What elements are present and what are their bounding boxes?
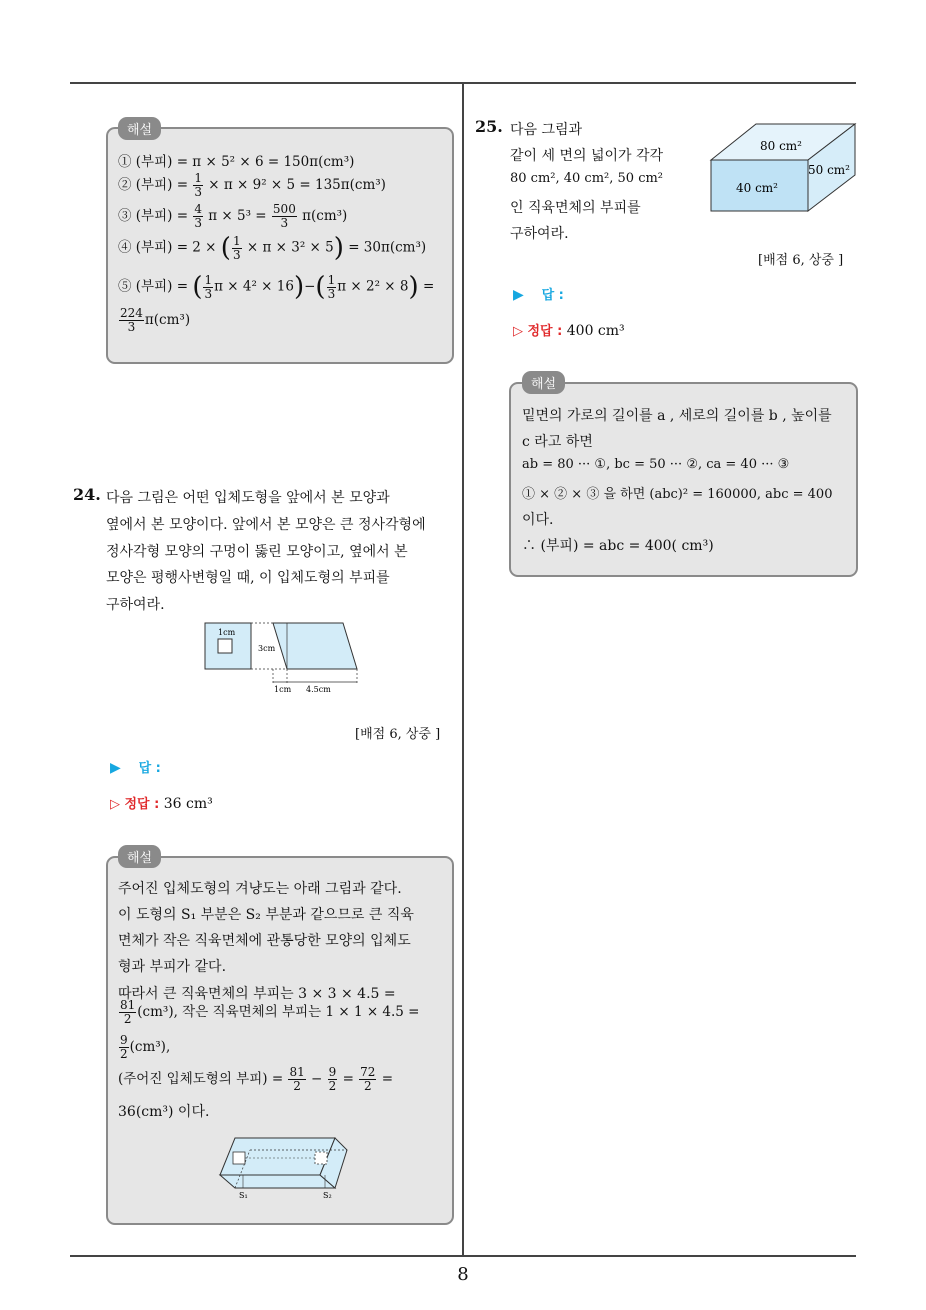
q24-text-line-3: 정사각형 모양의 구멍이 뚫린 모양이고, 옆에서 본 [106,544,408,560]
sol25-line-6: ∴ (부피) = abc = 400( cm³) [522,538,714,554]
sol25-line-2: c 라고 하면 [522,434,593,450]
q24-figure [200,618,370,696]
sol23-line-4: ④ (부피) = 2 × ( $\frac{1}{3}$ × π × 3² × 5) = 30π(cm³) [118,233,427,263]
sol24-line-4: 형과 부피가 같다. [118,959,227,975]
sol23-line-2: ② (부피) = $\frac{1}{3}$ × π × 9² × 5 = 135π(cm³) [118,171,386,199]
front-view-hole [218,639,232,653]
solution-tag: 해설 [522,371,565,394]
sol24-line-5: 따라서 큰 직육면체의 부피는 3 × 3 × 4.5 = [118,986,396,1002]
page-number: 8 [457,1264,469,1285]
sol23-line-6: $\frac{224}{3}$ π(cm³) [120,306,191,334]
sol23-line-3: ③ (부피) = $\frac{4}{3}$ π × 5³ = $\frac{500}{3}$ π(cm³) [118,202,348,230]
sol25-line-1: 밑면의 가로의 길이를 a , 세로의 길이를 b , 높이를 [522,408,832,424]
q24-answer-line: ▶ 답 : [110,760,161,776]
sol24-line-7: $\frac{9}{2}$ (cm³), [120,1033,171,1061]
bottom-rule [70,1255,856,1257]
sol24-line-9: 36(cm³) 이다. [118,1104,210,1120]
q25-text-line-5: 구하여라. [510,226,569,242]
sol24-line-3: 면체가 작은 직육면체에 관통당한 모양의 입체도 [118,933,411,949]
solution-tag: 해설 [118,845,161,868]
s1-label: S₁ [239,1191,248,1200]
side-view-parallelogram [273,623,357,669]
sol24-line-2: 이 도형의 S₁ 부분은 S₂ 부분과 같으므로 큰 직육 [118,907,414,923]
sol23-line-1: ① (부피) = π × 5² × 6 = 150π(cm³) [118,154,355,170]
q24-text-line-5: 구하여라. [106,597,165,613]
correct-mark-icon: ▷ [513,324,523,339]
fig-label-1cm-top: 1cm [218,628,236,637]
q25-score: [배점 6, 상중 ] [758,253,844,268]
q24-correct-answer: ▷ 정답 : 36 cm³ [110,796,213,812]
sol24-line-1: 주어진 입체도형의 겨냥도는 아래 그림과 같다. [118,881,402,897]
area-label-front: 40 cm² [736,181,778,195]
q24-text-line-2: 옆에서 본 모양이다. 앞에서 본 모양은 큰 정사각형에 [106,517,426,533]
q25-cuboid-figure [708,122,858,214]
sol25-line-4: ① × ② × ③ 을 하면 (abc)² = 160000, abc = 400 [522,487,833,502]
sol24-line-8: (주어진 입체도형의 부피) = $\frac{81}{2}$ − $\frac{9}{2}$ = $\frac{72}{2}$ = [118,1065,394,1093]
fig-label-3cm: 3cm [258,644,276,653]
fig-label-1cm-bottom: 1cm [274,685,292,694]
column-divider [462,84,464,1256]
sol23-line-5: ⑤ (부피) = ( $\frac{1}{3}$ π × 4² × 16)−( $\frac{1}{3}$ π × 2² × 8) = [118,272,435,302]
question-24-number: 24. [73,485,101,504]
q25-text-line-2: 같이 세 면의 넓이가 각각 [510,148,664,164]
correct-mark-icon: ▷ [110,797,120,812]
sol25-line-3: ab = 80 ··· ①, bc = 50 ··· ②, ca = 40 ··· ③ [522,457,790,472]
q24-text-line-1: 다음 그림은 어떤 입체도형을 앞에서 본 모양과 [106,490,390,506]
question-25-number: 25. [475,117,503,136]
q25-text-line-4: 인 직육면체의 부피를 [510,200,641,216]
sol25-line-5: 이다. [522,512,554,528]
answer-arrow-icon: ▶ [513,287,524,303]
solution-tag: 해설 [118,117,161,140]
q25-text-line-3: 80 cm², 40 cm², 50 cm² [510,171,664,186]
q25-correct-answer: ▷ 정답 : 400 cm³ [513,323,625,339]
q24-text-line-4: 모양은 평행사변형일 때, 이 입체도형의 부피를 [106,570,390,586]
sol24-line-6: $\frac{81}{2}$ (cm³), 작은 직육면체의 부피는 1 × 1 × 4.5 = [120,998,420,1026]
s2-label: S₂ [323,1191,332,1200]
area-label-top: 80 cm² [760,139,802,153]
q25-answer-line: ▶ 답 : [513,287,564,303]
answer-arrow-icon: ▶ [110,760,121,776]
sol24-figure [215,1130,350,1200]
fig-label-4-5cm: 4.5cm [306,685,331,694]
q24-score: [배점 6, 상중 ] [355,727,441,742]
q25-text-line-1: 다음 그림과 [510,122,583,138]
area-label-right: 50 cm² [808,163,850,177]
